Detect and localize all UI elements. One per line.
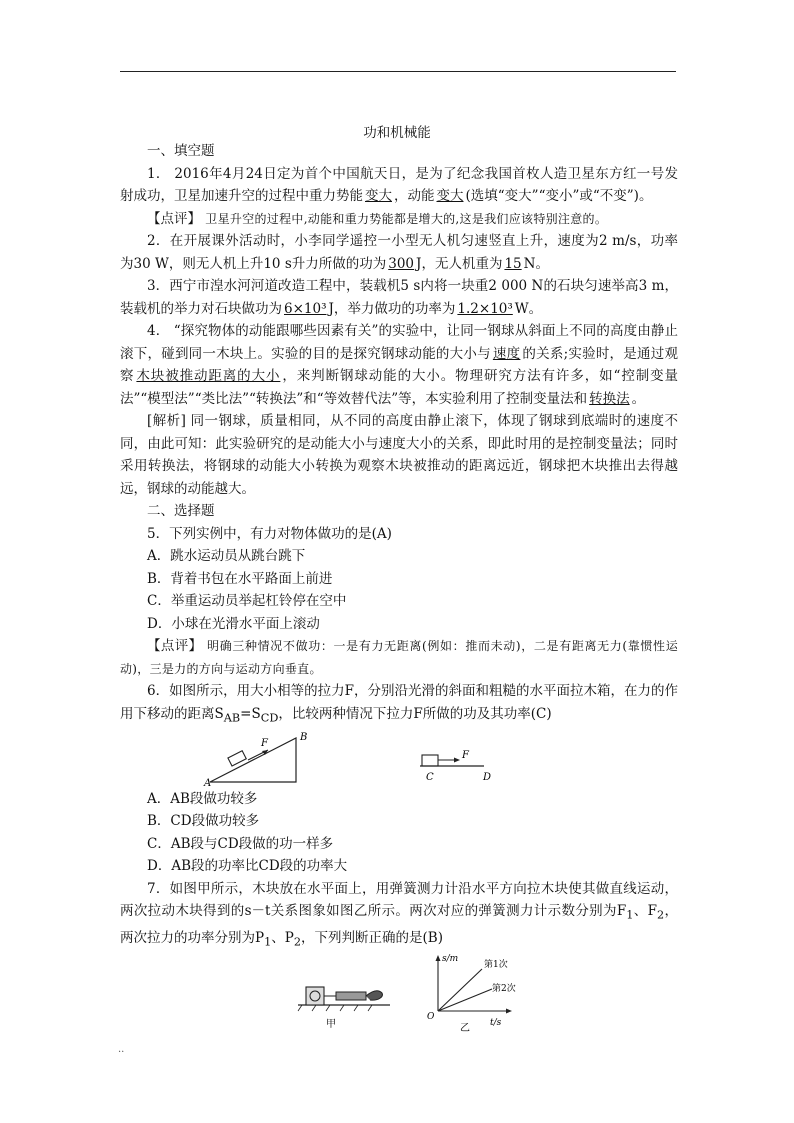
question-3: 3．西宁市湟水河河道改造工程中，装载机5 s内将一块重2 000 N的石块匀速举高3 m，装载机的举力对石块做功为 6×10³ J，举力做功的功率为 1.2×10³ W。 — [120, 278, 678, 317]
question-6: 6．如图所示，用大小相等的拉力F，分别沿光滑的斜面和粗糙的水平面拉木箱，在力的作用下移动的距离$S_{AB}=S_{CD}$，比较两种情况下拉力F所做的功及其功率(C) — [120, 683, 678, 725]
question-2: 2．在开展课外活动时，小李同学遥控一小型无人机匀速竖直上升，速度为2 m/s，功率为30 W，则无人机上升10 s升力所做的功为 300 J，无人机重为 15 N。 — [120, 233, 678, 272]
option: B．CD段做功较多 — [147, 813, 260, 830]
box-on-plane — [422, 755, 438, 766]
question-4: 4． “探究物体的动能跟哪些因素有关”的实验中，让同一钢球从斜面上不同的高度由静止滚下，碰到同一木块上。实验的目的是探究钢球动能的大小与 速度 的关系;实验时，是通过观察 木块被推动距离的大小 ，来判断钢球动能的大小。物理研究方法有许多，如“控制变量法”“模型法”“类比法”“转换法”和“等效替代法”等，本实验利用了控制变量法和 转换法 。 — [120, 323, 679, 407]
spring-scale — [336, 992, 366, 1000]
arrowhead-icon — [506, 1008, 512, 1013]
option: C．举重运动员举起杠铃停在空中 — [147, 593, 347, 609]
answer-blank: 变大 — [436, 188, 464, 204]
question-5: 5．下列实例中，有力对物体做功的是(A) — [147, 525, 392, 542]
line-second-label: 第2次 — [492, 983, 516, 994]
label-yi: 乙 — [460, 1022, 470, 1034]
figure-7-svg — [120, 955, 678, 1041]
option: B．背着书包在水平路面上前进 — [147, 570, 333, 587]
label-jia: 甲 — [326, 1018, 336, 1030]
option: A．跳水运动员从跳台跳下 — [147, 548, 306, 564]
figure-6-svg — [120, 730, 678, 788]
answer-blank: 1.2×10³ — [457, 300, 513, 317]
option: D．小球在光滑水平面上滚动 — [147, 615, 320, 632]
answer-blank: 变大 — [365, 188, 392, 204]
answer-blank: 木块被推动距离的大小 — [136, 368, 281, 384]
section-heading-choice: 二、选择题 — [147, 503, 215, 519]
answer-blank: 6×10³ — [284, 300, 327, 317]
answer-blank: 15 — [504, 255, 522, 272]
label-d: D — [483, 771, 492, 783]
question-7: 7．如图甲所示，木块放在水平面上，用弹簧测力计沿水平方向拉木块使其做直线运动，两次拉动木块得到的s－t关系图象如图乙所示。两次对应的弹簧测力计示数分别为$F_1$、$F_2$，两次拉力的功率分别为$P_1$、$P_2$，下列判断正确的是(B) — [120, 880, 678, 950]
origin-label: O — [427, 1011, 435, 1022]
arrowhead-icon — [436, 955, 441, 961]
line-second — [438, 989, 492, 1011]
incline-triangle — [210, 738, 296, 782]
page-title: 功和机械能 — [363, 125, 431, 141]
arrowhead-icon — [454, 757, 460, 762]
option: A．AB段做功较多 — [147, 790, 258, 807]
analysis-4: [解析] 同一钢球，质量相同，从不同的高度由静止滚下，体现了钢球到底端时的速度不同，由此可知：此实验研究的是动能大小与速度大小的关系，即此时用的是控制变量法；同时采用转换法，将钢球的动能大小转换为观察木块被推动的距离远近，钢球把木块推出去得越远，钢球的动能越大。 — [120, 413, 678, 497]
figure-jia — [298, 987, 390, 1030]
comment-5: 【点评】 明确三种情况不做功：一是有力无距离(例如：推而未动)，二是有距离无力(靠惯性运动)，三是力的方向与运动方向垂直。 — [120, 638, 679, 676]
label-b: B — [300, 731, 308, 743]
header-rule — [120, 71, 676, 72]
label-f-plane: F — [462, 749, 469, 761]
hand-icon — [366, 990, 382, 999]
figure-incline-and-plane — [120, 730, 678, 788]
label-c: C — [426, 771, 434, 783]
figure-spring-and-graph — [120, 955, 678, 1041]
answer-blank: 速度 — [492, 345, 521, 362]
section-heading-fill: 一、填空题 — [147, 143, 215, 159]
line-first-label: 第1次 — [484, 959, 508, 970]
label-f-incline: F — [261, 737, 268, 749]
option: C．AB段与CD段做的功一样多 — [147, 835, 334, 852]
wooden-block — [306, 987, 324, 1005]
box-on-incline — [228, 750, 246, 765]
question-1: 1． 2016年4月24日定为首个中国航天日，是为了纪念我国首枚人造卫星东方红一号发射成功，卫星加速升空的过程中重力势能 变大 ，动能 变大 (选填“变大”“变小”或“不变”)。 — [120, 165, 678, 204]
option: D．AB段的功率比CD段的功率大 — [147, 858, 348, 875]
x-axis-label: t/s — [490, 1017, 502, 1028]
answer-blank: 300 — [388, 255, 415, 272]
document-body — [120, 140, 678, 1041]
y-axis-label: s/m — [442, 953, 459, 964]
comment-1: 【点评】 卫星升空的过程中,动能和重力势能都是增大的,这是我们应该特别注意的。 — [147, 210, 608, 227]
label-a: A — [204, 777, 212, 789]
figure-yi-graph — [427, 954, 516, 1034]
line-first — [438, 969, 482, 1011]
page-footer: .. — [118, 1044, 125, 1055]
answer-blank: 转换法 — [589, 390, 630, 407]
